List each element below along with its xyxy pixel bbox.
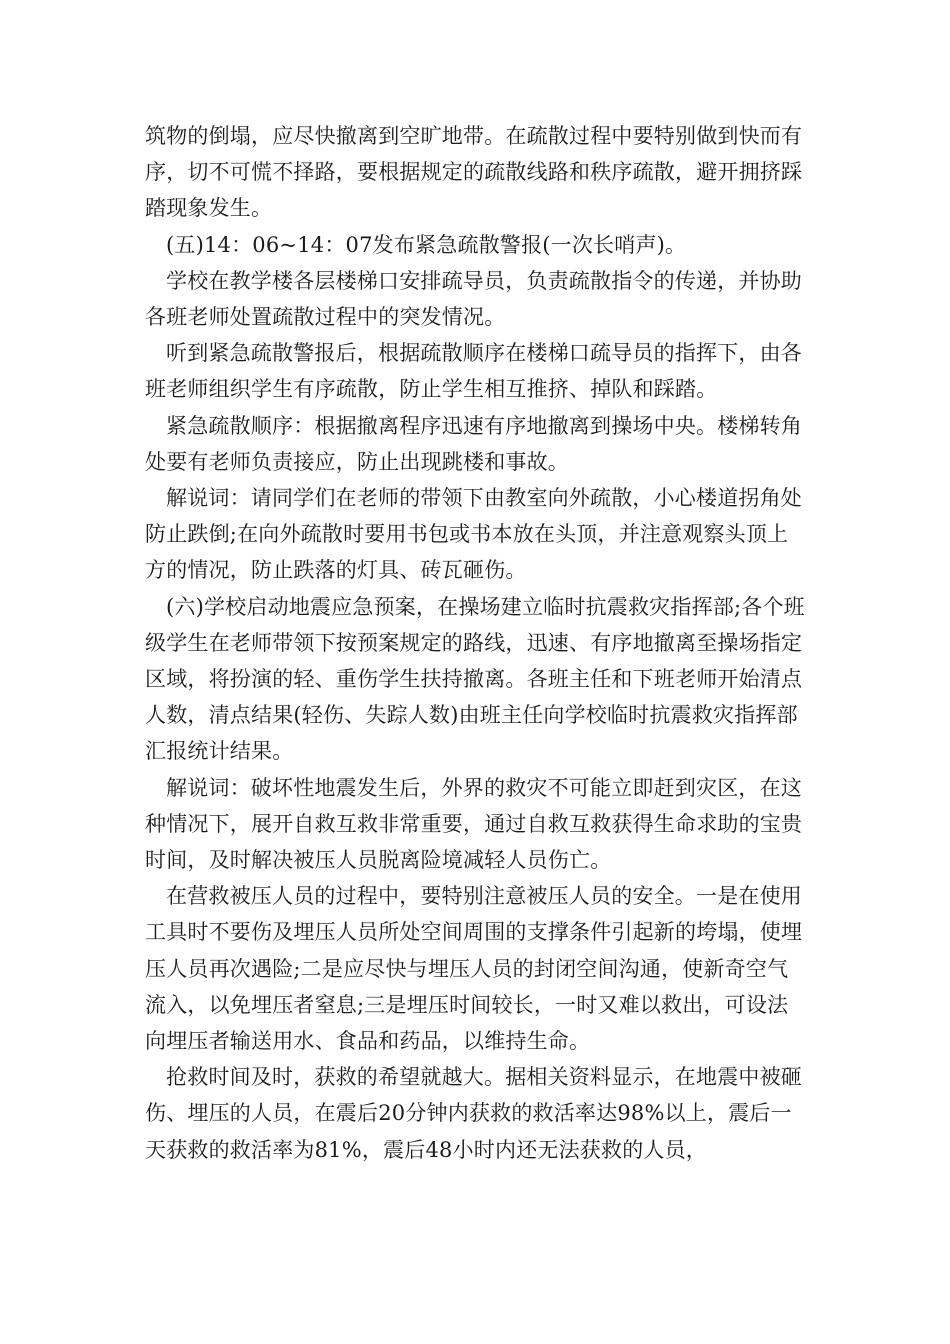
paragraph-rescue-safety: 在营救被压人员的过程中，要特别注意被压人员的安全。一是在使用工具时不要伤及埋压人员所处空间周围的支撑条件引起新的垮塌，使埋压人员再次遇险;二是应尽快与埋压人员的封闭空间沟通，使新奇空气流入，以免埋压者窒息;三是埋压时间较长，一时又难以救出，可设法向埋压者输送用水、食品和药品，以维持生命。 xyxy=(145,884,803,1054)
paragraph-guides: 学校在教学楼各层楼梯口安排疏导员，负责疏散指令的传递，并协助各班老师处置疏散过程中的突发情况。 xyxy=(145,268,802,330)
paragraph-section-5-heading: (五)14：06~14：07发布紧急疏散警报(一次长哨声)。 xyxy=(166,232,687,257)
paragraph-continuation: 筑物的倒塌，应尽快撤离到空旷地带。在疏散过程中要特别做到快而有序，切不可慌不择路，要根据规定的疏散线路和秩序疏散，避开拥挤踩踏现象发生。 xyxy=(145,124,803,221)
document-body xyxy=(145,118,805,1168)
paragraph-commentary-2: 解说词：破坏性地震发生后，外界的救灾不可能立即赶到灾区，在这种情况下，展开自救互救非常重要，通过自救互救获得生命求助的宝贵时间，及时解决被压人员脱离险境减轻人员伤亡。 xyxy=(145,775,803,873)
paragraph-evacuation-alarm: 听到紧急疏散警报后，根据疏散顺序在楼梯口疏导员的指挥下，由各班老师组织学生有序疏散，防止学生相互推挤、掉队和踩踏。 xyxy=(145,341,802,402)
paragraph-commentary-1: 解说词：请同学们在老师的带领下由教室向外疏散，小心楼道拐角处防止跌倒;在向外疏散时要用书包或书本放在头顶，并注意观察头顶上方的情况，防止跌落的灯具、砖瓦砸伤。 xyxy=(145,486,802,583)
paragraph-section-6: (六)学校启动地震应急预案，在操场建立临时抗震救灾指挥部;各个班级学生在老师带领下按预案规定的路线，迅速、有序地撤离至操场指定区域，将扮演的轻、重伤学生扶持撤离。各班主任和下班老师开始清点人数，清点结果(轻伤、失踪人数)由班主任向学校临时抗震救灾指挥部汇报统计结果。 xyxy=(145,594,805,764)
paragraph-evacuation-order: 紧急疏散顺序：根据撤离程序迅速有序地撤离到操场中央。楼梯转角处要有老师负责接应，防止出现跳楼和事故。 xyxy=(145,413,802,474)
paragraph-rescue-time: 抢救时间及时，获救的希望就越大。据相关资料显示，在地震中被砸伤、埋压的人员，在震后20分钟内获救的救活率达98%以上，震后一天获救的救活率为81%，震后48小时内还无法获救的人员， xyxy=(145,1065,802,1162)
